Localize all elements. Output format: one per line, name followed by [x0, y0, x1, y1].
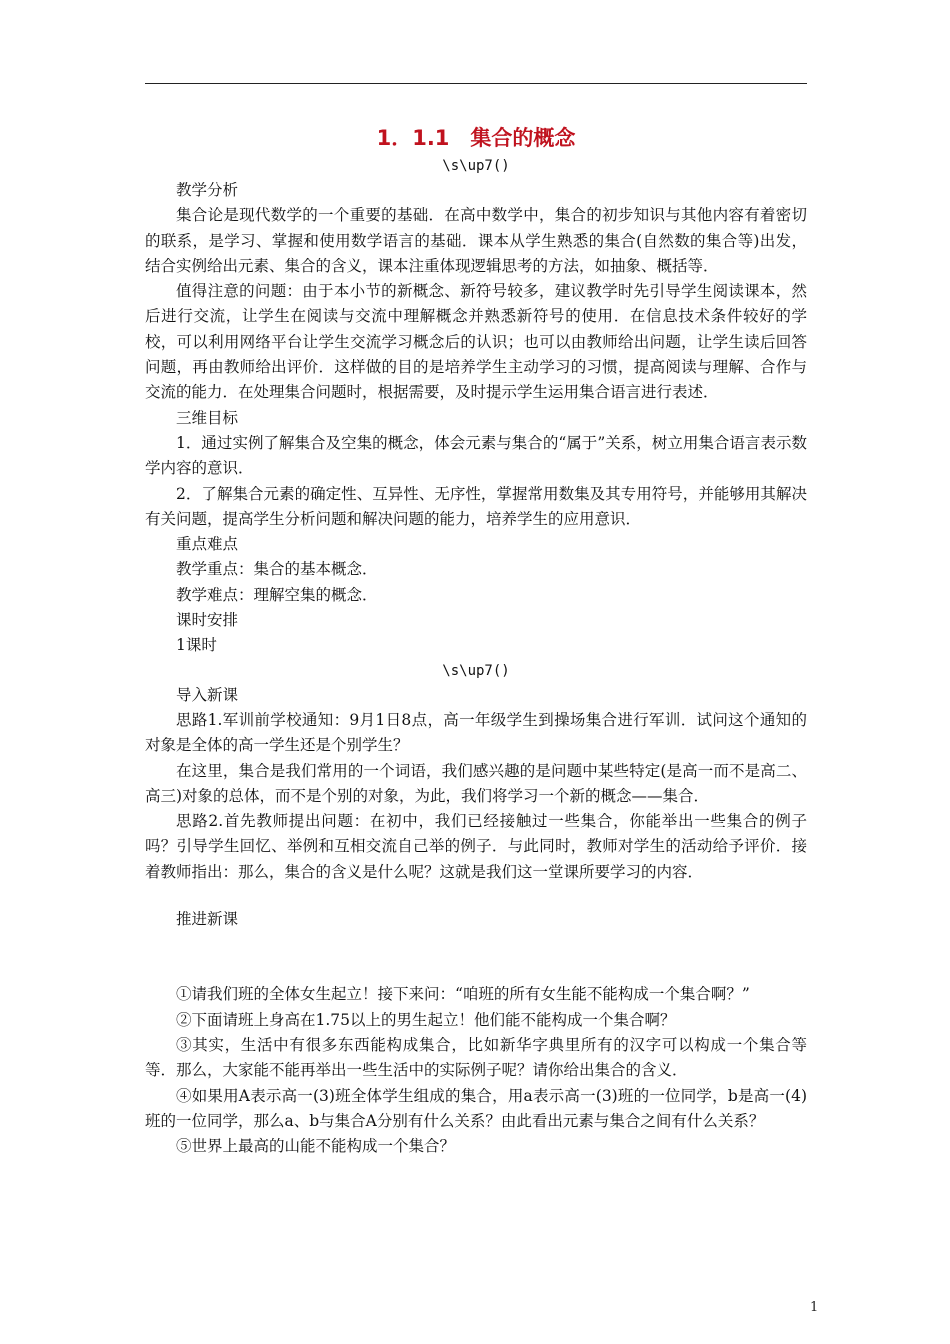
- question-item: ①请我们班的全体女生起立！接下来问：“咱班的所有女生能不能构成一个集合啊？”: [176, 985, 750, 1004]
- paragraph: 集合论是现代数学的一个重要的基础．在高中数学中，集合的初步知识与其他内容有着密切的联系，是学习、掌握和使用数学语言的基础．课本从学生熟悉的集合(自然数的集合等)出发，结合实例给出元素、集合的含义，课本注重体现逻辑思考的方法，如抽象、概括等．: [145, 206, 807, 275]
- question-item: ④如果用A表示高一(3)班全体学生组成的集合，用a表示高一(3)班的一位同学，b是高一(4)班的一位同学，那么a、b与集合A分别有什么关系？由此看出元素与集合之间有什么关系？: [145, 1086, 807, 1130]
- section-heading-goals: 三维目标: [176, 408, 239, 427]
- section-heading-analysis: 教学分析: [176, 181, 239, 199]
- paragraph: 思路2.首先教师提出问题：在初中，我们已经接触过一些集合，你能举出一些集合的例子吗？引导学生回忆、举例和互相交流自己举的例子．与此同时，教师对学生的活动给予评价．接着教师指出：那么，集合的含义是什么呢？这就是我们这一堂课所要学习的内容．: [145, 812, 807, 881]
- section-heading-key-points: 重点难点: [176, 535, 239, 554]
- section-heading-advance: 推进新课: [176, 910, 239, 929]
- difficult-point: 教学难点：理解空集的概念．: [176, 585, 378, 604]
- key-point: 教学重点：集合的基本概念．: [176, 560, 378, 579]
- goal-item: 2．了解集合元素的确定性、互异性、无序性，掌握常用数集及其专用符号，并能够用其解决有关问题，提高学生分析问题和解决问题的能力，培养学生的应用意识．: [145, 484, 807, 528]
- page-number: 1: [810, 1300, 819, 1315]
- section-heading-schedule: 课时安排: [176, 611, 239, 630]
- document-title: 1．1.1 集合的概念: [376, 126, 576, 150]
- field-code: \s\up7(): [442, 662, 510, 679]
- question-item: ⑤世界上最高的山能不能构成一个集合？: [176, 1137, 456, 1156]
- question-item: ③其实，生活中有很多东西能构成集合，比如新华字典里所有的汉字可以构成一个集合等等．那么，大家能不能再举出一些生活中的实际例子呢？请你给出集合的含义．: [145, 1035, 807, 1080]
- question-item: ②下面请班上身高在1.75以上的男生起立！他们能不能构成一个集合啊？: [176, 1010, 676, 1029]
- document-body: [145, 122, 807, 1159]
- goal-item: 1．通过实例了解集合及空集的概念，体会元素与集合的“属于”关系，树立用集合语言表示数学内容的意识．: [145, 433, 807, 478]
- field-code: \s\up7(): [442, 158, 510, 174]
- paragraph: 在这里，集合是我们常用的一个词语，我们感兴趣的是问题中某些特定(是高一而不是高二、高三)对象的总体，而不是个别的对象，为此，我们将学习一个新的概念——集合．: [145, 761, 807, 805]
- section-heading-intro: 导入新课: [176, 685, 239, 704]
- paragraph: 值得注意的问题：由于本小节的新概念、新符号较多，建议教学时先引导学生阅读课本，然后进行交流，让学生在阅读与交流中理解概念并熟悉新符号的使用．在信息技术条件较好的学校，可以利用网络平台让学生交流学习概念后的认识；也可以由教师给出问题，让学生读后回答问题，再由教师给出评价．这样做的目的是培养学生主动学习的习惯，提高阅读与理解、合作与交流的能力．在处理集合问题时，根据需要，及时提示学生运用集合语言进行表述．: [145, 282, 807, 402]
- schedule-value: 1课时: [176, 636, 217, 655]
- header-rule: [145, 83, 807, 84]
- paragraph: 思路1.军训前学校通知：9月1日8点，高一年级学生到操场集合进行军训．试问这个通知的对象是全体的高一学生还是个别学生？: [145, 710, 807, 755]
